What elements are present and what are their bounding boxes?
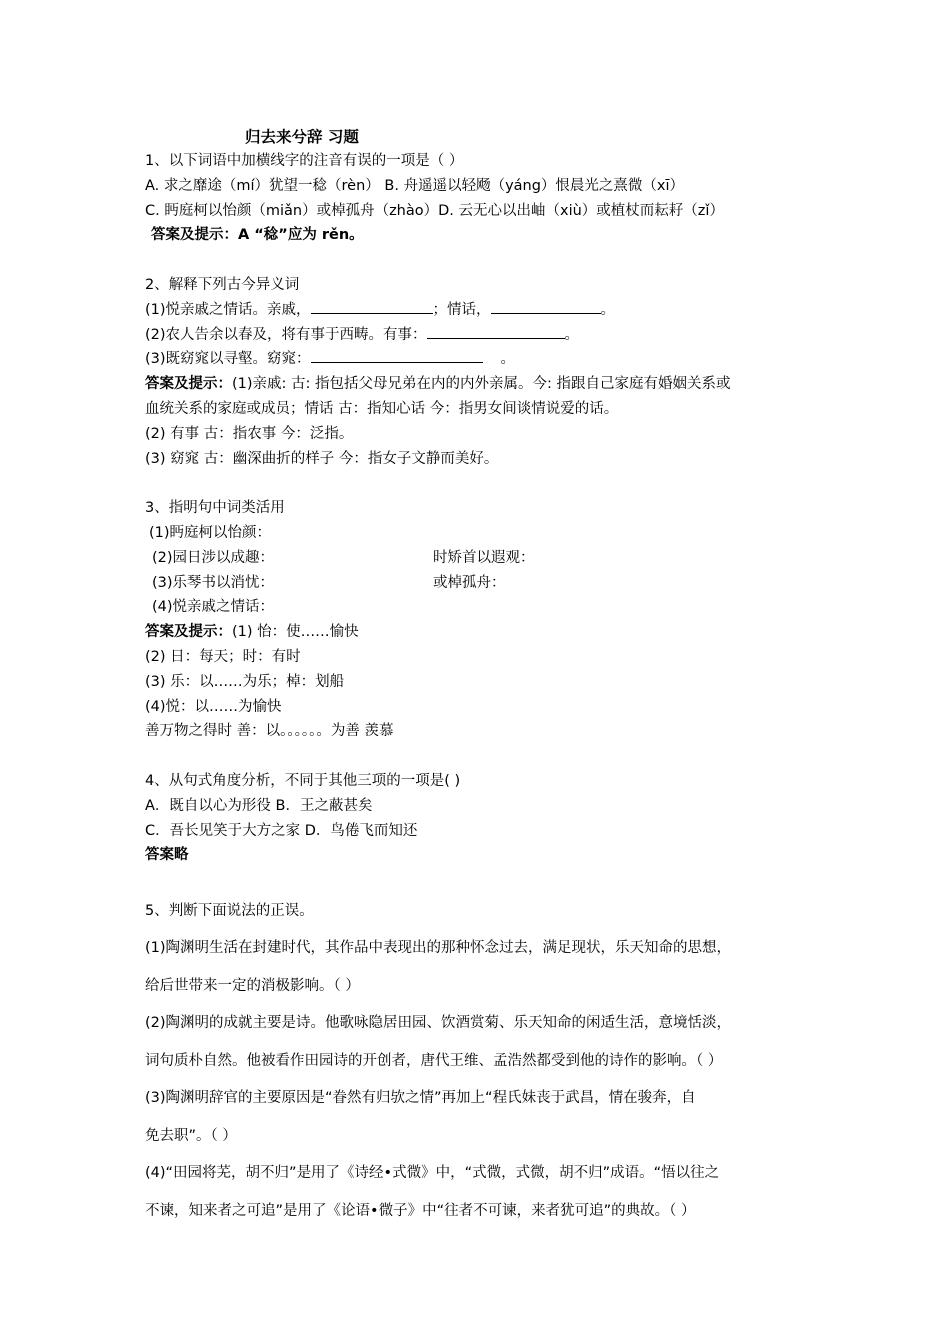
q2-s3-text-a: (3)既窈窕以寻壑。窈窕： (145, 351, 311, 368)
spacer (145, 471, 815, 496)
q2-answer-3: (3) 窈窕 古：幽深曲折的样子 今：指女子文静而美好。 (145, 450, 499, 467)
q2-s1-text-b: ；情话， (432, 301, 491, 318)
q5-item-2b: 词句质朴自然。他被看作田园诗的开创者，唐代王维、孟浩然都受到他的诗作的影响。（ ） (145, 1052, 723, 1069)
q3-sentence-3r: 或棹孤舟： (433, 574, 506, 591)
q5-item-3b: 免去职”。（ ） (145, 1127, 237, 1144)
q2-answer-2: (2) 有事 古：指农事 今：泛指。 (145, 425, 354, 442)
q1-options-ab: A. 求之靡途（mí）犹望一稔（rèn） B. 舟遥遥以轻飏（yáng）恨晨光之熹微（xī） (145, 177, 685, 194)
q5-item-1a: (1)陶渊明生活在封建时代，其作品中表现出的那种怀念过去，满足现状，乐天知命的思想， (145, 940, 732, 957)
q3-sentence-2: (2)园日涉以成趣： (152, 549, 275, 566)
spacer (145, 868, 815, 893)
q2-answer-1 (145, 372, 815, 397)
q5-item-2a: (2)陶渊明的成就主要是诗。他歌咏隐居田园、饮酒赏菊、乐天知命的闲适生活，意境恬淡， (145, 1015, 732, 1032)
q5-item-1b: 给后世带来一定的消极影响。（ ） (145, 977, 360, 994)
q2-sentence-1 (145, 298, 815, 323)
q1-options-cd: C. 眄庭柯以怡颜（miǎn）或棹孤舟（zhào）D. 云无心以出岫（xiù）或植杖而耘耔（zǐ） (145, 202, 724, 219)
fill-blank (311, 299, 433, 314)
q1-answer: 答案及提示：A “稔”应为 rěn。 (151, 227, 364, 244)
q3-answer-3: (3) 乐：以……为乐；棹：划船 (145, 673, 345, 690)
spacer (145, 248, 815, 273)
q3-answer-1 (145, 620, 815, 645)
q3-answer-2: (2) 日：每天；时：有时 (145, 648, 301, 665)
q3-row-3 (145, 571, 815, 596)
fill-blank (311, 348, 483, 363)
q3-answer-label: 答案及提示： (145, 624, 232, 641)
q3-row-2 (145, 546, 815, 571)
q2-s1-text-c: 。 (600, 301, 616, 318)
q3-answer-1-text: (1) 怡：使……愉快 (232, 624, 359, 641)
q3-answer-4: (4)悦：以……为愉快 (145, 698, 282, 715)
q2-s2-text-b: 。 (564, 326, 580, 343)
q2-answer-1-text: (1)亲戚: 古: 指包括父母兄弟在内的内外亲属。今: 指跟自己家庭有婚姻关系或 (232, 376, 731, 393)
q2-sentence-3 (145, 347, 815, 372)
q3-question: 3、指明句中词类活用 (145, 500, 285, 517)
fill-blank (427, 324, 565, 339)
q5-question: 5、判断下面说法的正误。 (145, 902, 314, 919)
q2-question: 2、解释下列古今异义词 (145, 276, 300, 293)
q3-sentence-4: (4)悦亲戚之情话： (152, 599, 275, 616)
q2-s1-text-a: (1)悦亲戚之情话。亲戚， (145, 301, 311, 318)
q2-sentence-2 (145, 323, 815, 348)
q4-question: 4、从句式角度分析，不同于其他三项的一项是( ) (145, 772, 461, 789)
q2-s2-text-a: (2)农人告余以春及，将有事于西畴。有事： (145, 326, 427, 343)
page-title: 归去来兮辞 习题 (245, 128, 359, 146)
q3-sentence-1: (1)眄庭柯以怡颜： (149, 524, 272, 541)
q2-answer-label: 答案及提示： (145, 376, 232, 393)
fill-blank (491, 299, 601, 314)
q5-item-4b: 不谏，知来者之可追”是用了《论语•微子》中“往者不可谏，来者犹可追”的典故。（ ） (145, 1202, 696, 1219)
q4-options-ab: A．既自以心为形役 B．王之蔽甚矣 (145, 797, 373, 814)
q5-item-3a: (3)陶渊明辞官的主要原因是“眷然有归欤之情”再加上“程氏妹丧于武昌，情在骏奔，自 (145, 1090, 696, 1107)
q2-answer-1b: 血统关系的家庭或成员；情话 古：指知心话 今：指男女间谈情说爱的话。 (145, 400, 619, 417)
q1-question: 1、以下词语中加横线字的注音有误的一项是（ ） (145, 153, 464, 169)
q2-s3-text-b: 。 (500, 351, 516, 368)
q4-answer: 答案略 (145, 847, 189, 864)
document-page (145, 126, 815, 1230)
q3-answer-5: 善万物之得时 善：以。。。。。。为善 羡慕 (145, 723, 394, 740)
spacer (145, 744, 815, 769)
q4-options-cd: C．吾长见笑于大方之家 D．鸟倦飞而知还 (145, 822, 418, 839)
q5-item-4a: (4)“田园将芜，胡不归”是用了《诗经•式微》中，“式微，式微，胡不归”成语。“悟以往之 (145, 1165, 720, 1182)
q3-sentence-3: (3)乐琴书以消忧： (152, 574, 275, 591)
q3-sentence-2r: 时矫首以遐观： (433, 549, 535, 566)
